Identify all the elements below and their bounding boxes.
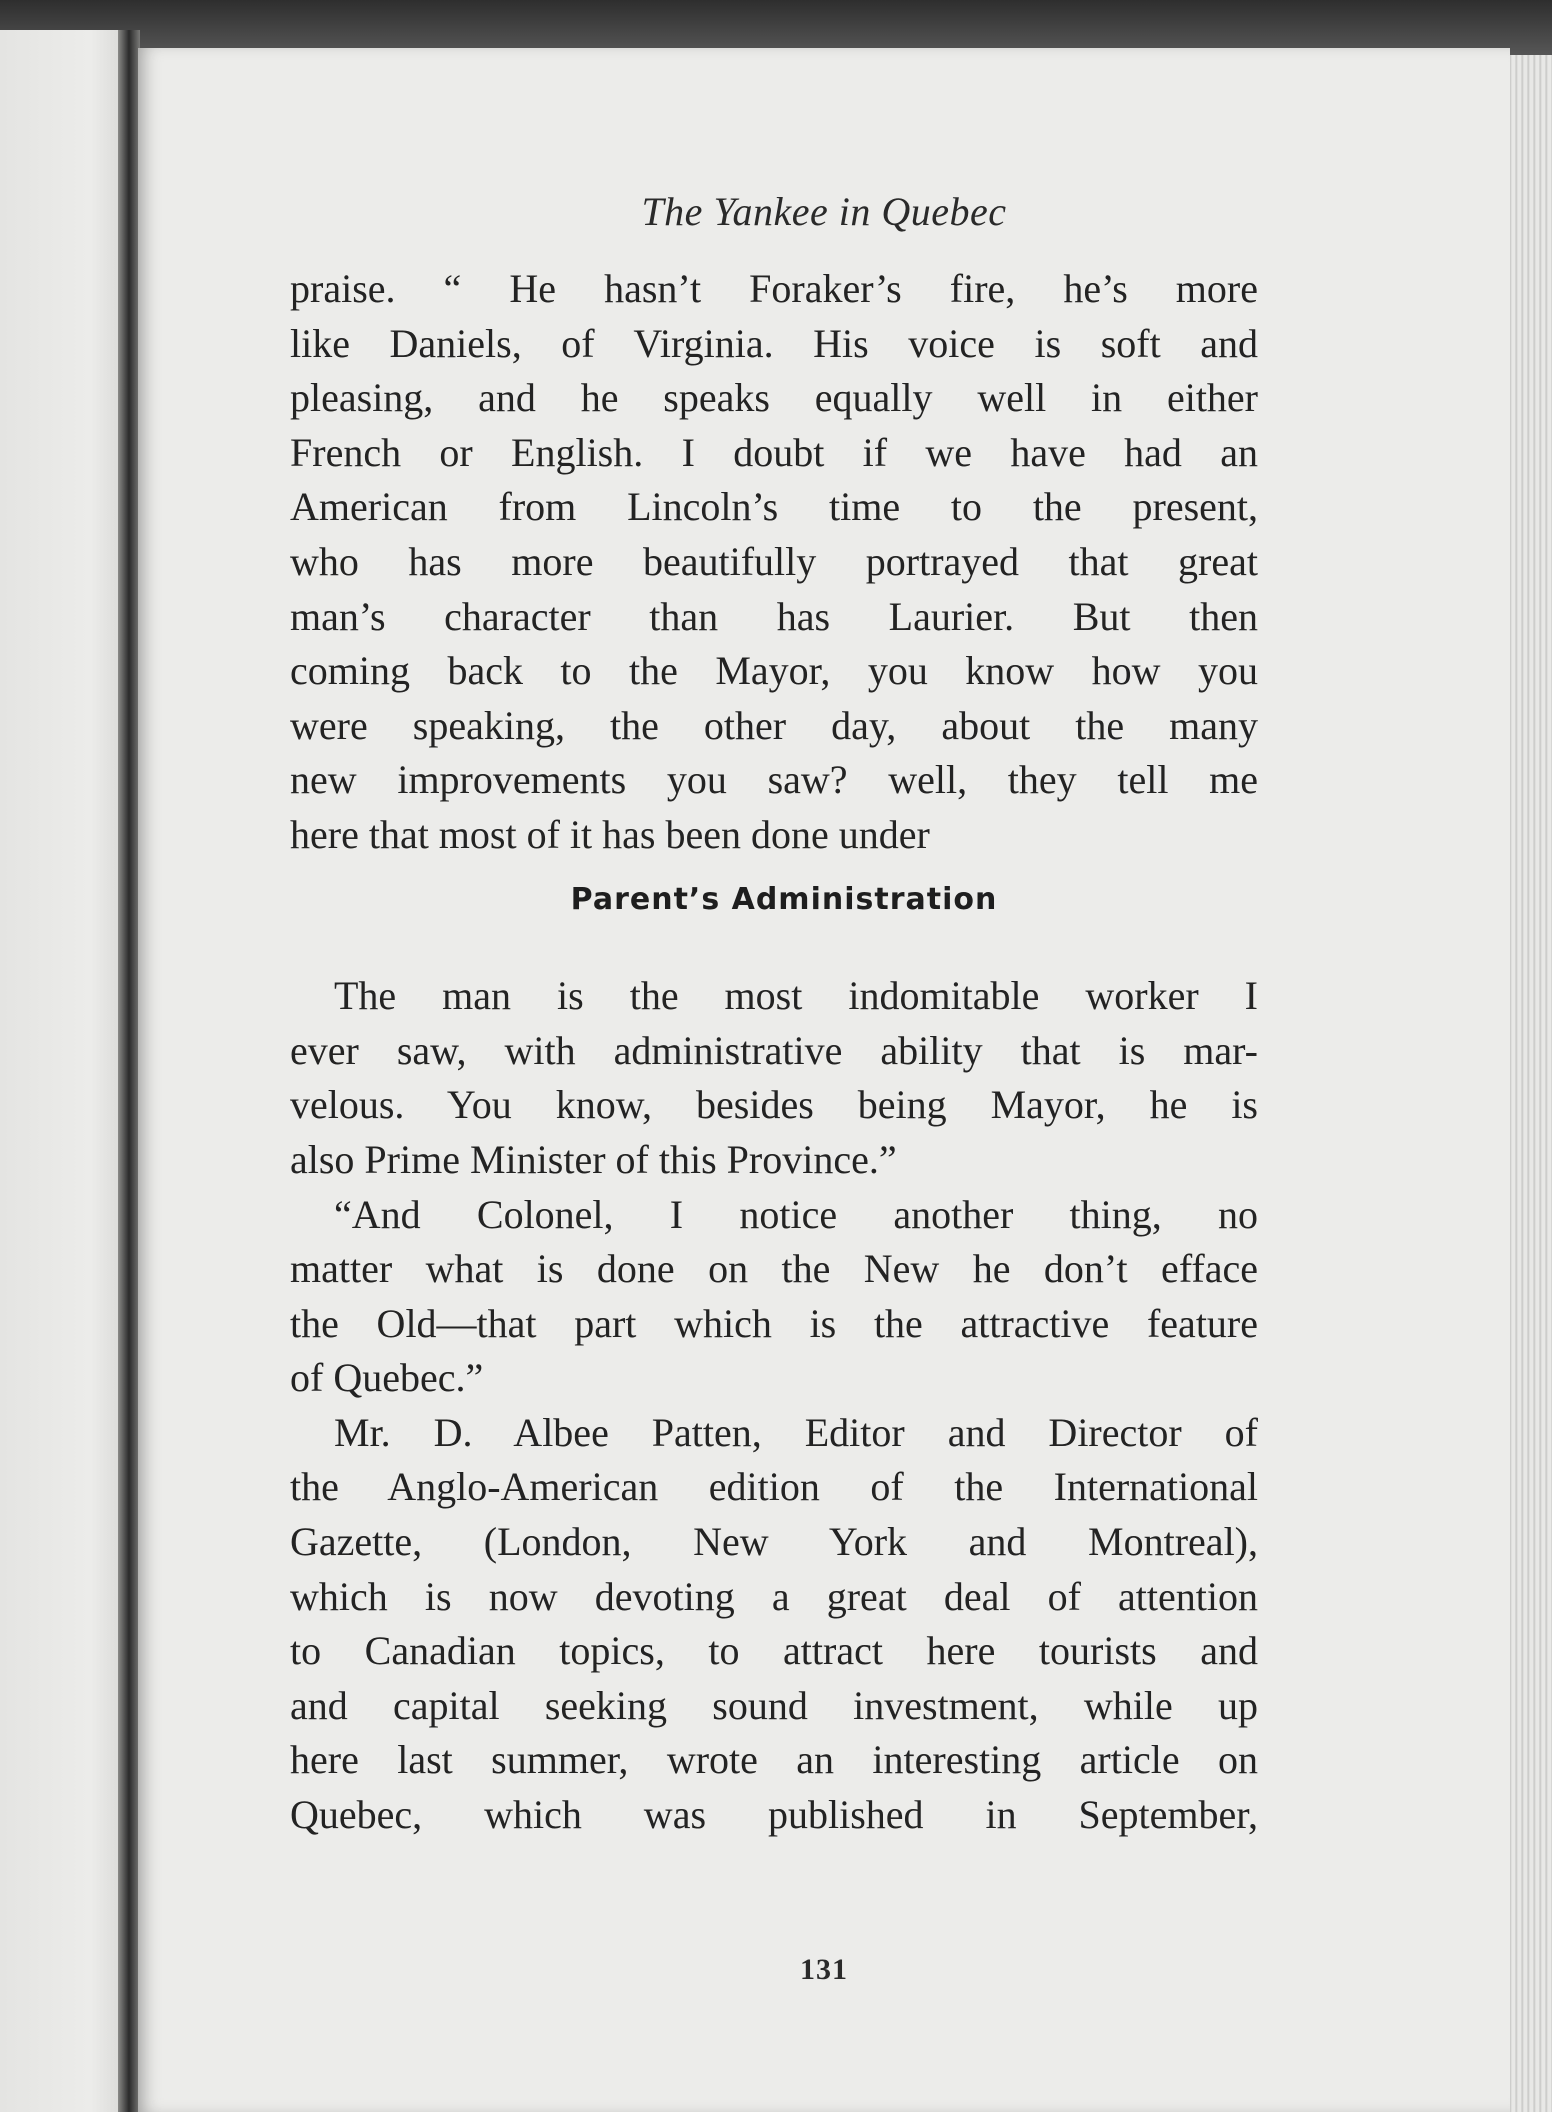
text-line: the Anglo-American edition of the International [290, 1464, 1258, 1510]
text-line: were speaking, the other day, about the many [290, 702, 1258, 748]
text-line: like Daniels, of Virginia. His voice is soft and [290, 320, 1258, 366]
text-line: Quebec, which was published in September, [290, 1792, 1258, 1838]
text-line: here last summer, wrote an interesting article on [290, 1737, 1258, 1783]
text-line: The man is the most indomitable worker I [334, 973, 1258, 1019]
text-line: French or English. I doubt if we have had an [290, 429, 1258, 475]
text-line: Gazette, (London, New York and Montreal), [290, 1519, 1258, 1565]
text-line: the Old—that part which is the attractive feature [290, 1300, 1258, 1346]
text-line: also Prime Minister of this Province.” [290, 1136, 897, 1182]
text-line: which is now devoting a great deal of attention [290, 1573, 1258, 1619]
book-gutter [118, 30, 140, 2112]
text-line: and capital seeking sound investment, while up [290, 1682, 1258, 1728]
text-line: Mr. D. Albee Patten, Editor and Director of [334, 1409, 1258, 1455]
text-line: pleasing, and he speaks equally well in either [290, 375, 1258, 421]
text-line: velous. You know, besides being Mayor, he is [290, 1082, 1258, 1128]
facing-page-edge [0, 30, 130, 2112]
section-heading: Parent’s Administration [570, 881, 998, 917]
text-line: to Canadian topics, to attract here tourists and [290, 1628, 1258, 1674]
text-line: coming back to the Mayor, you know how you [290, 648, 1258, 694]
page-number: 131 [800, 1953, 848, 1986]
text-line: American from Lincoln’s time to the present, [290, 484, 1258, 530]
text-line: new improvements you saw? well, they tell me [290, 757, 1258, 803]
text-line: ever saw, with administrative ability that is mar- [290, 1027, 1258, 1073]
text-line: praise. “ He hasn’t Foraker’s fire, he’s more [290, 266, 1258, 311]
text-line: matter what is done on the New he don’t efface [290, 1246, 1258, 1292]
text-line: of Quebec.” [290, 1355, 484, 1401]
text-line: “And Colonel, I notice another thing, no [334, 1191, 1258, 1237]
body-text [290, 262, 1258, 1843]
text-line: here that most of it has been done under [290, 811, 930, 857]
book-page [138, 48, 1510, 2112]
text-line: man’s character than has Laurier. But then [290, 593, 1258, 639]
text-line: who has more beautifully portrayed that great [290, 538, 1258, 584]
running-head: The Yankee in Quebec [641, 189, 1007, 234]
